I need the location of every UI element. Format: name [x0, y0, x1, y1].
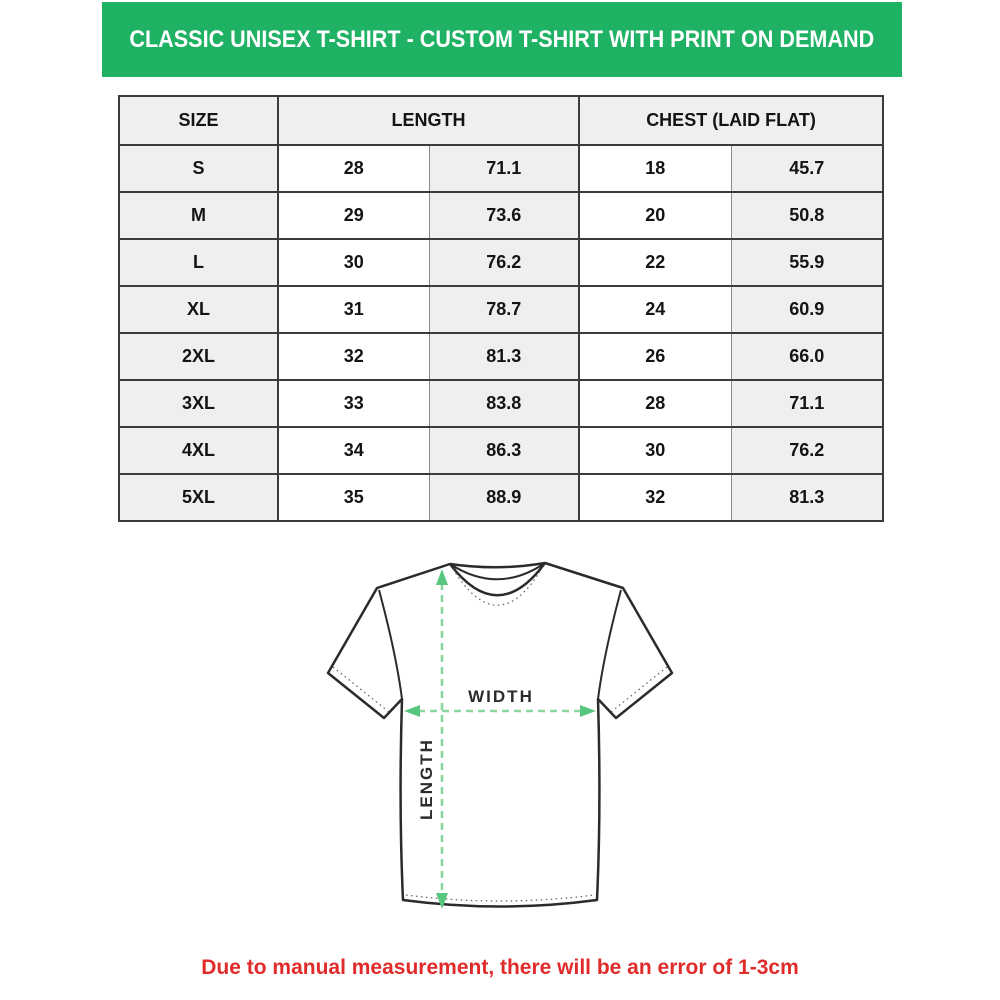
- chest-inch-cell: 20: [579, 192, 731, 239]
- length-cm-cell: 88.9: [429, 474, 579, 521]
- chest-inch-cell: 28: [579, 380, 731, 427]
- length-inch-cell: 30: [278, 239, 429, 286]
- length-column-header: LENGTH: [278, 96, 579, 145]
- size-cell: L: [119, 239, 278, 286]
- length-inch-cell: 34: [278, 427, 429, 474]
- width-label: WIDTH: [468, 687, 534, 706]
- length-inch-cell: 32: [278, 333, 429, 380]
- table-row: [119, 239, 883, 286]
- chest-inch-cell: 26: [579, 333, 731, 380]
- chest-column-header: CHEST (LAID FLAT): [579, 96, 883, 145]
- length-cm-cell: 71.1: [429, 145, 579, 192]
- header-row: [119, 96, 883, 145]
- length-cm-cell: 81.3: [429, 333, 579, 380]
- chest-cm-cell: 71.1: [731, 380, 883, 427]
- tshirt-body-outline: [328, 563, 672, 907]
- size-cell: 2XL: [119, 333, 278, 380]
- table-row: [119, 145, 883, 192]
- length-inch-cell: 33: [278, 380, 429, 427]
- size-chart-table: [118, 95, 884, 522]
- chest-inch-cell: 32: [579, 474, 731, 521]
- chest-cm-cell: 50.8: [731, 192, 883, 239]
- length-cm-cell: 73.6: [429, 192, 579, 239]
- product-title-banner: [102, 2, 902, 77]
- chest-inch-cell: 22: [579, 239, 731, 286]
- length-cm-cell: 76.2: [429, 239, 579, 286]
- chest-cm-cell: 76.2: [731, 427, 883, 474]
- chest-inch-cell: 18: [579, 145, 731, 192]
- measurement-note: Due to manual measurement, there will be an error of 1-3cm: [201, 956, 799, 979]
- size-chart: [118, 95, 882, 522]
- table-row: [119, 427, 883, 474]
- size-cell: 5XL: [119, 474, 278, 521]
- product-title: CLASSIC UNISEX T-SHIRT - CUSTOM T-SHIRT WITH PRINT ON DEMAND: [129, 25, 875, 53]
- tshirt-measurement-diagram: [300, 545, 700, 945]
- table-row: [119, 286, 883, 333]
- size-cell: S: [119, 145, 278, 192]
- table-row: [119, 380, 883, 427]
- chest-cm-cell: 66.0: [731, 333, 883, 380]
- chest-inch-cell: 24: [579, 286, 731, 333]
- size-cell: XL: [119, 286, 278, 333]
- size-cell: M: [119, 192, 278, 239]
- length-inch-cell: 35: [278, 474, 429, 521]
- length-inch-cell: 29: [278, 192, 429, 239]
- chest-cm-cell: 55.9: [731, 239, 883, 286]
- length-inch-cell: 31: [278, 286, 429, 333]
- size-cell: 4XL: [119, 427, 278, 474]
- table-row: [119, 474, 883, 521]
- size-cell: 3XL: [119, 380, 278, 427]
- length-cm-cell: 83.8: [429, 380, 579, 427]
- chest-inch-cell: 30: [579, 427, 731, 474]
- chest-cm-cell: 81.3: [731, 474, 883, 521]
- length-cm-cell: 78.7: [429, 286, 579, 333]
- length-inch-cell: 28: [278, 145, 429, 192]
- table-row: [119, 192, 883, 239]
- length-label: LENGTH: [417, 738, 436, 820]
- length-cm-cell: 86.3: [429, 427, 579, 474]
- chest-cm-cell: 60.9: [731, 286, 883, 333]
- size-column-header: SIZE: [119, 96, 278, 145]
- table-row: [119, 333, 883, 380]
- chest-cm-cell: 45.7: [731, 145, 883, 192]
